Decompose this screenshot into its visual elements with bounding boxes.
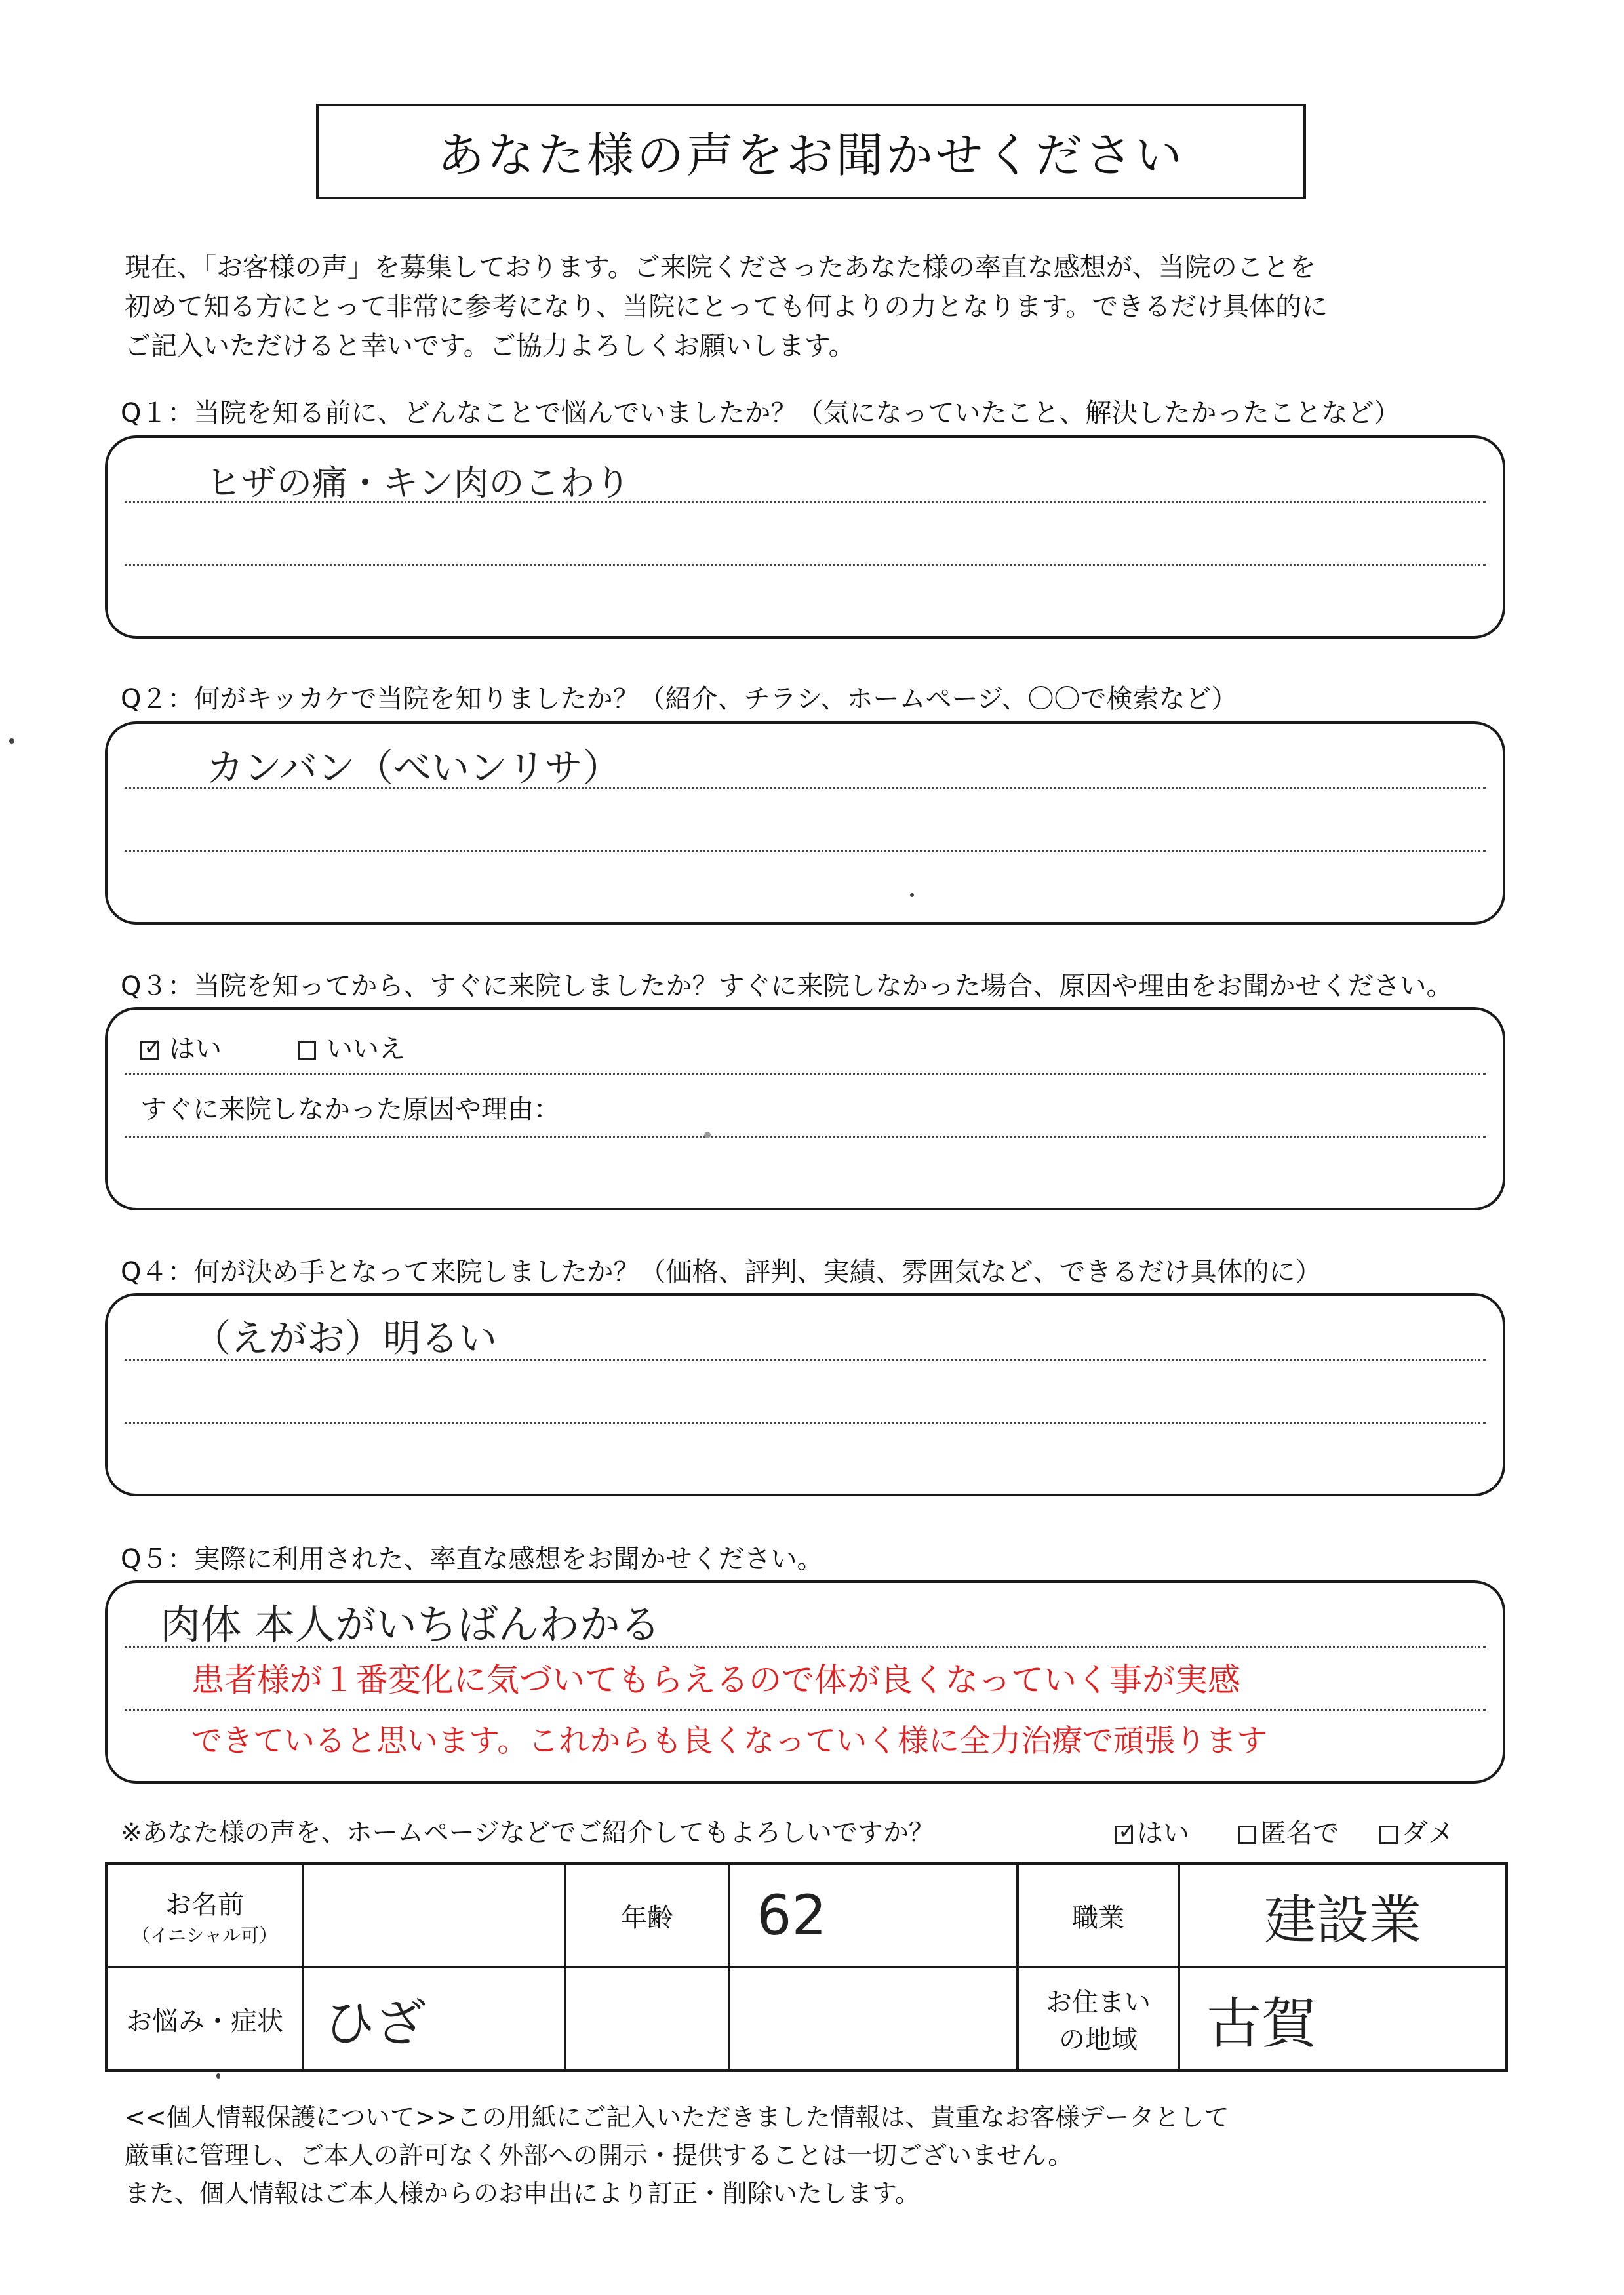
- consent-question: ※あなた様の声を、ホームページなどでご紹介してもよろしいですか？: [121, 1818, 934, 1848]
- name-sublabel: （イニシャル可）: [131, 1924, 278, 1946]
- scan-speck: [9, 738, 14, 744]
- q2-question: Q２：何がキッカケで当院を知りましたか？（紹介、チラシ、ホームページ、〇〇で検索など）: [121, 684, 1238, 714]
- consent-no-checkbox[interactable]: [1379, 1826, 1398, 1844]
- name-label-cell: [106, 1864, 303, 1967]
- intro-line: ご記入いただけると幸いです。ご協力よろしくお願いします。: [125, 331, 855, 361]
- age-value-cell[interactable]: [729, 1864, 1018, 1967]
- consent-no-option[interactable]: [1379, 1812, 1454, 1850]
- answer-line: [125, 1422, 1486, 1424]
- q4-answer-box[interactable]: [105, 1293, 1505, 1496]
- job-value-cell[interactable]: [1179, 1864, 1507, 1967]
- privacy-notice: [125, 2098, 1229, 2212]
- consent-no-label: ダメ: [1402, 1818, 1454, 1848]
- consent-anon-option[interactable]: [1238, 1812, 1339, 1850]
- q3-no-checkbox[interactable]: [298, 1041, 316, 1060]
- q1-answer: ヒザの痛・キン肉のこわり: [206, 462, 631, 504]
- symptom-value: ひざ: [324, 1994, 427, 2053]
- q3-yes-label: はい: [169, 1034, 222, 1064]
- q3-no-option[interactable]: [298, 1028, 405, 1066]
- intro-text: [125, 248, 1534, 366]
- staff-reply-line: できていると思います。これからも良くなっていく様に全力治療で頑張ります: [191, 1723, 1268, 1759]
- area-value: 古賀: [1206, 1991, 1317, 2056]
- consent-anon-label: 匿名で: [1260, 1818, 1339, 1848]
- symptom-label: お悩み・症状: [106, 1967, 303, 2071]
- answer-line: [125, 850, 1486, 852]
- answer-line: [125, 564, 1486, 566]
- q3-yes-checkbox[interactable]: [140, 1034, 163, 1060]
- privacy-line: 厳重に管理し、ご本人の許可なく外部への開示・提供することは一切ございません。: [125, 2141, 1073, 2170]
- check-mark-icon: ✓: [144, 1034, 163, 1060]
- scan-speck: [910, 893, 914, 897]
- area-label: の地域: [1059, 2025, 1138, 2055]
- empty-cell: [565, 1967, 729, 2071]
- consent-yes-option[interactable]: [1115, 1812, 1189, 1850]
- q1-answer-box[interactable]: [105, 435, 1505, 639]
- area-label: お住まい: [1046, 1987, 1151, 2018]
- empty-cell: [729, 1967, 1018, 2071]
- q1-question: Q１：当院を知る前に、どんなことで悩んでいましたか？（気になっていたこと、解決したかったことなど）: [121, 398, 1400, 428]
- q2-answer: カンバン（べいンリサ）: [206, 746, 621, 790]
- info-table: [105, 1862, 1508, 2072]
- q2-answer-box[interactable]: [105, 721, 1505, 925]
- scan-speck: [216, 2073, 220, 2079]
- name-value[interactable]: [303, 1864, 565, 1967]
- answer-line: [125, 1073, 1486, 1075]
- q5-question: Q５：実際に利用された、率直な感想をお聞かせください。: [121, 1544, 823, 1574]
- intro-line: 現在、「お客様の声」を募集しております。ご来院くださったあなた様の率直な感想が、当院のことを: [125, 252, 1316, 283]
- q5-answer-box[interactable]: [105, 1580, 1505, 1784]
- intro-line: 初めて知る方にとって非常に参考になり、当院にとっても何よりの力となります。できるだけ具体的に: [125, 292, 1328, 322]
- q3-question: Q３：当院を知ってから、すぐに来院しましたか？すぐに来院しなかった場合、原因や理由をお聞かせください。: [121, 971, 1453, 1001]
- answer-line: [125, 1136, 1486, 1138]
- consent-yes-label: はい: [1137, 1818, 1189, 1848]
- privacy-line: <<個人情報保護について>>この用紙にご記入いただきました情報は、貴重なお客様データとして: [125, 2103, 1229, 2132]
- job-value: 建設業: [1264, 1889, 1421, 1951]
- q4-answer: （えがお）明るい: [193, 1316, 498, 1361]
- q3-yes-option[interactable]: [140, 1028, 222, 1066]
- q3-no-label: いいえ: [327, 1034, 405, 1064]
- consent-anon-checkbox[interactable]: [1238, 1826, 1256, 1844]
- q5-answer: 肉体 本人がいちばんわかる: [160, 1601, 661, 1648]
- job-label: 職業: [1018, 1864, 1179, 1967]
- area-label-cell: [1018, 1967, 1179, 2071]
- title-box: [316, 104, 1306, 199]
- check-mark-icon: ✓: [1118, 1818, 1137, 1845]
- area-value-cell[interactable]: [1179, 1967, 1507, 2071]
- q3-answer-box: [105, 1007, 1505, 1210]
- scan-speck: [704, 1132, 711, 1138]
- staff-reply-line: 患者様が１番変化に気づいてもらえるので体が良くなっていく事が実感: [191, 1661, 1240, 1699]
- q3-reason-label: すぐに来院しなかった原因や理由：: [140, 1094, 560, 1125]
- symptom-value-cell[interactable]: [303, 1967, 565, 2071]
- answer-line: [125, 1709, 1486, 1711]
- q4-question: Q４：何が決め手となって来院しましたか？（価格、評判、実績、雰囲気など、できるだけ具体的に）: [121, 1257, 1322, 1287]
- age-value: 62: [757, 1883, 827, 1947]
- name-label: お名前: [165, 1889, 244, 1920]
- age-label: 年齢: [565, 1864, 729, 1967]
- page-title: あなた様の声をお聞かせください: [437, 128, 1185, 183]
- privacy-line: また、個人情報はご本人様からのお申出により訂正・削除いたします。: [125, 2179, 920, 2208]
- consent-yes-checkbox[interactable]: [1115, 1818, 1137, 1845]
